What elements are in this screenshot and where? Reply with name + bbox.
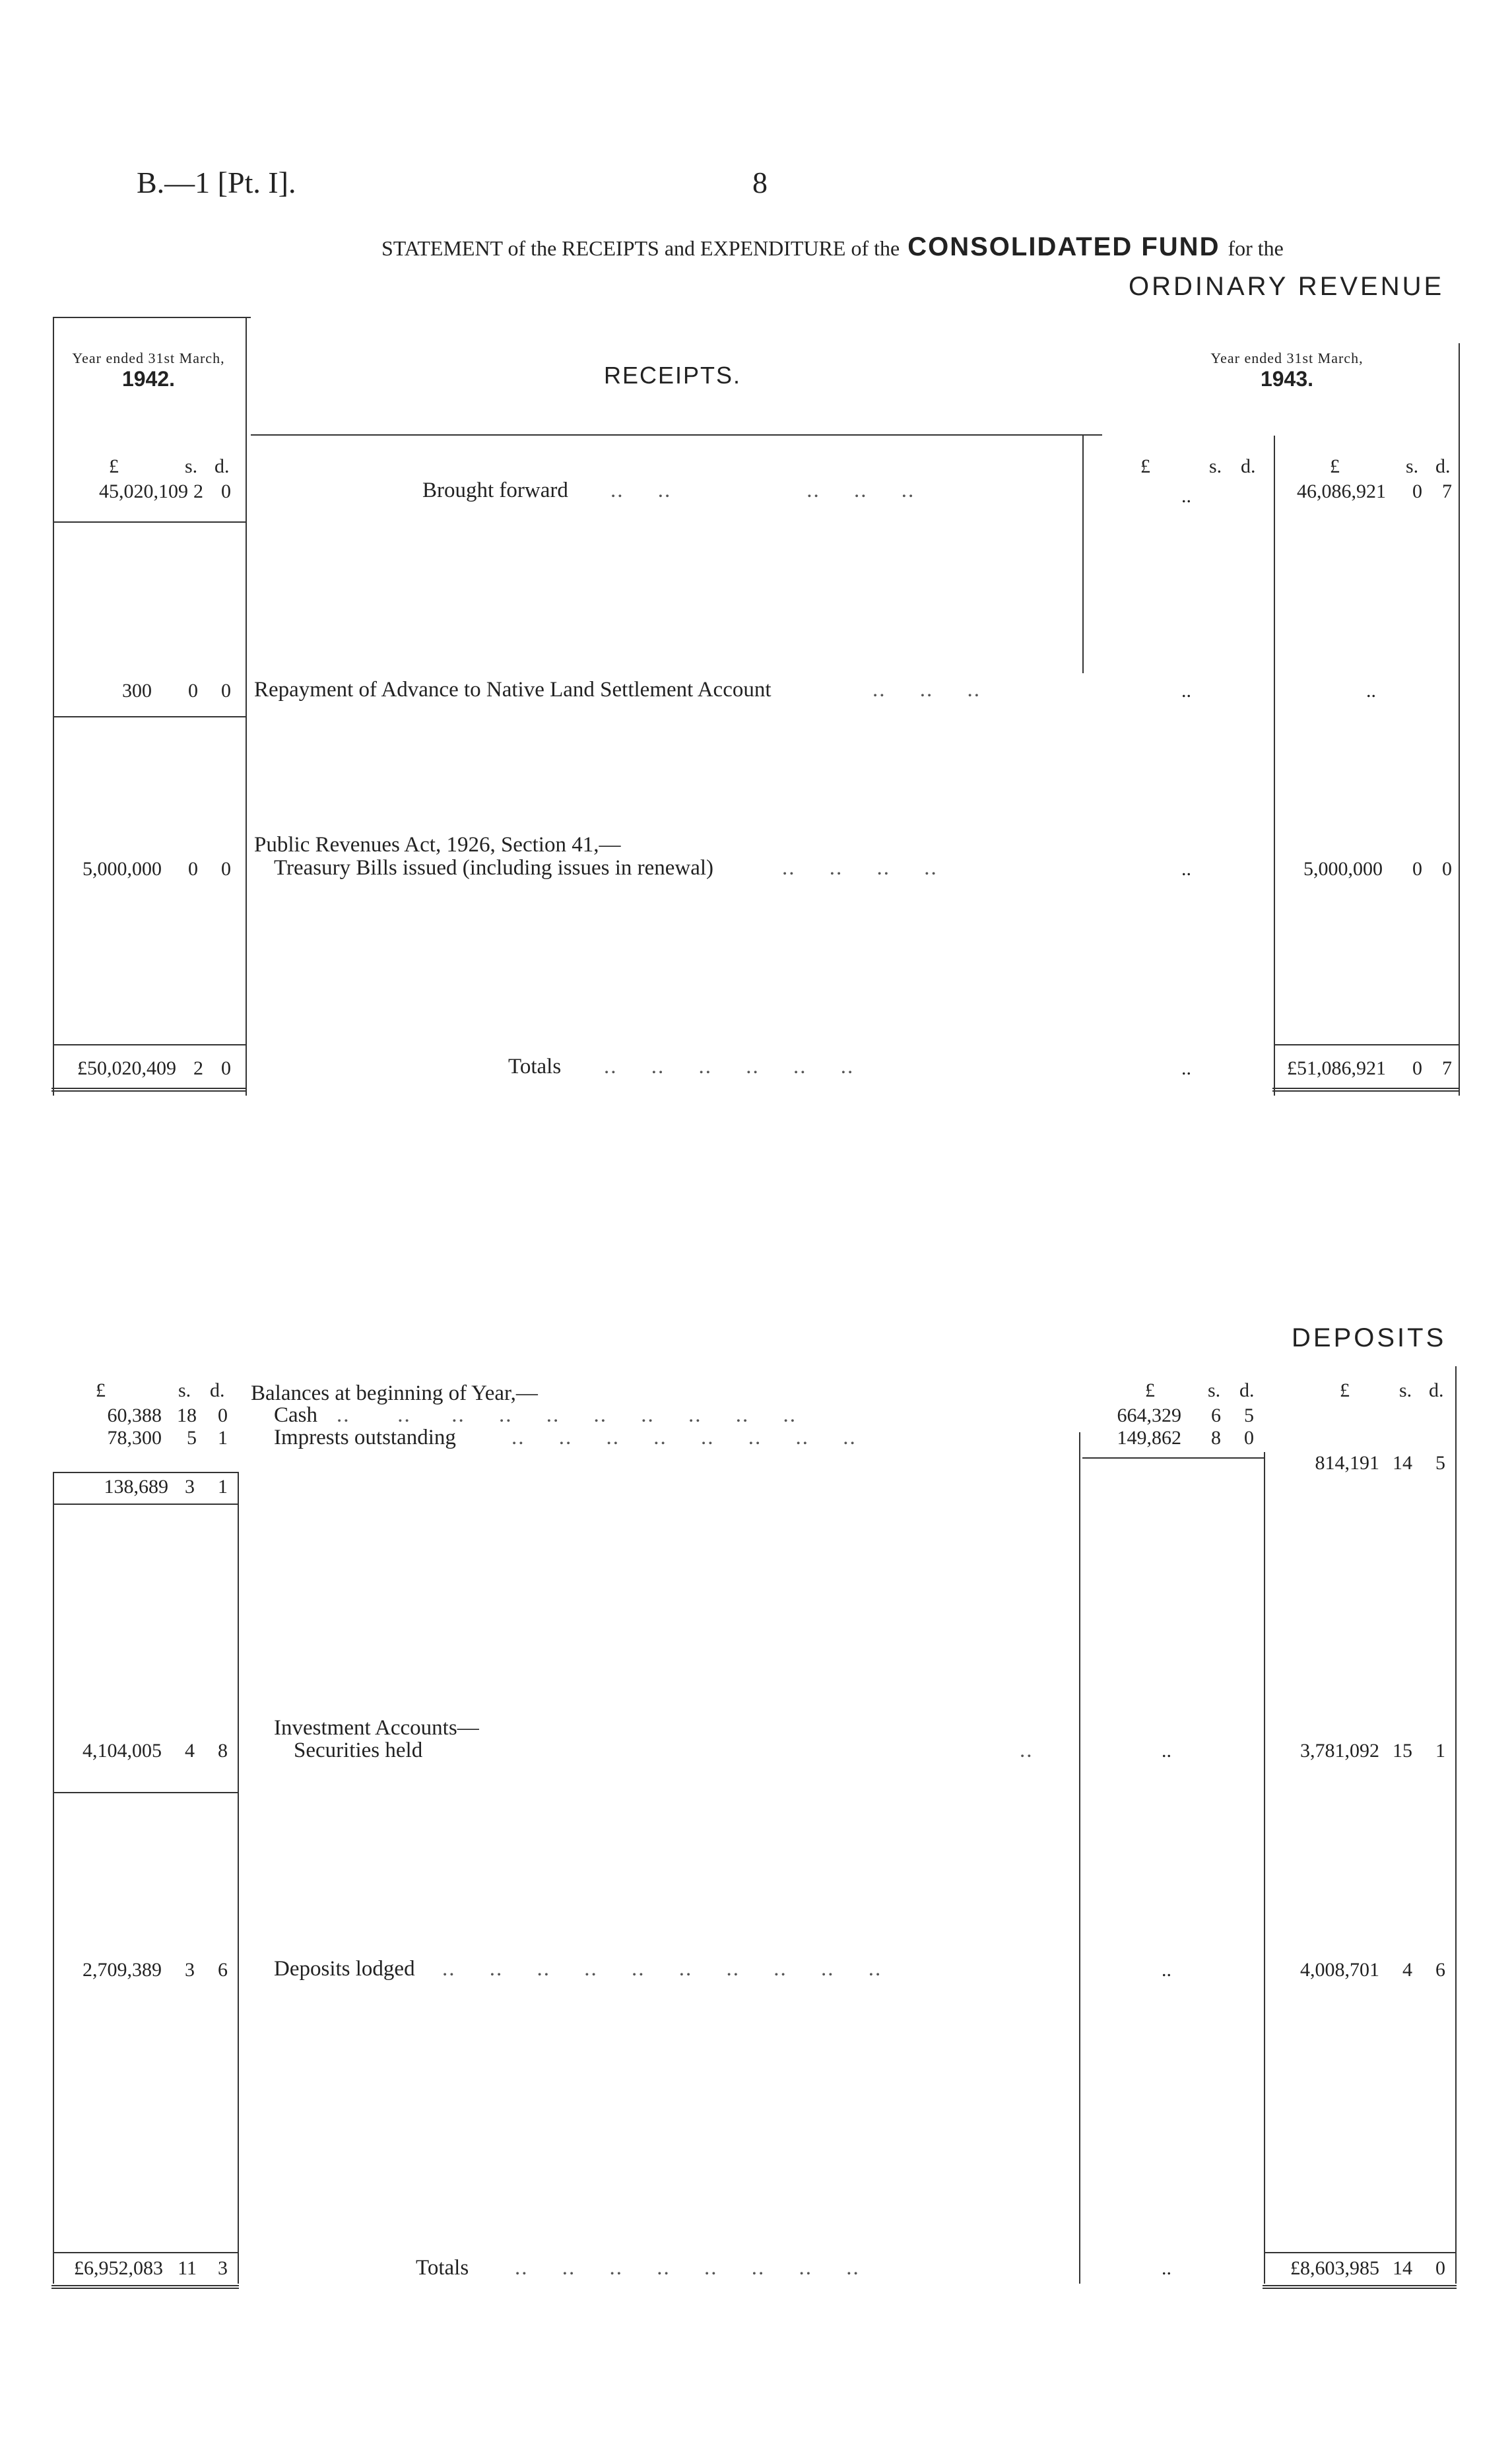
dep-double-rule-prev (51, 2285, 239, 2289)
prev-shillings: 18 (177, 1405, 197, 1426)
prev-shillings: 4 (185, 1740, 195, 1762)
leader-dots: .. (1020, 1738, 1034, 1762)
prev-shillings: 0 (188, 680, 198, 702)
statement-title-text: STATEMENT of the RECEIPTS and EXPENDITURE of the (381, 236, 900, 260)
fund-name: CONSOLIDATED FUND (907, 232, 1220, 261)
prev-shillings: 11 (178, 2257, 197, 2279)
row-label: Totals (508, 1055, 562, 1078)
deposits-title: DEPOSITS (1292, 1323, 1447, 1352)
curr-shillings: 14 (1393, 2257, 1412, 2279)
balances-heading: Balances at beginning of Year,— (251, 1381, 538, 1405)
rule-above-balances-total (53, 1472, 238, 1473)
row-label-line1: Investment Accounts— (274, 1716, 479, 1740)
receipts-header-rule (251, 434, 1102, 436)
prev-pounds: 4,104,005 (82, 1740, 162, 1762)
mid-pence: 0 (1244, 1427, 1254, 1449)
prev-shillings: 2 (193, 1057, 203, 1079)
rule-under-brought (53, 521, 246, 523)
mid-d-label: d. (1241, 455, 1256, 477)
curr-pence: 5 (1435, 1452, 1445, 1474)
mid-pence: 5 (1244, 1405, 1254, 1426)
dep-mid-d-label: d. (1239, 1379, 1255, 1401)
mid-value: .. (1162, 1740, 1171, 1762)
prev-pounds: £50,020,409 (77, 1057, 176, 1079)
leader-dots: .. .. .. .. .. .. .. .. (511, 1426, 857, 1449)
prev-pounds: 138,689 (104, 1476, 168, 1498)
double-rule-prev (51, 1088, 247, 1092)
prev-pence: 8 (218, 1740, 228, 1762)
prev-year-label: Year ended 31st March, (72, 350, 225, 366)
curr-pounds: £51,086,921 (1287, 1057, 1386, 1079)
curr-pence: 1 (1435, 1740, 1445, 1762)
row-label: Cash (274, 1403, 317, 1427)
document-reference: B.—1 [Pt. I]. (137, 166, 296, 199)
row-label: Totals (416, 2256, 469, 2280)
curr-pence: 7 (1442, 480, 1452, 502)
row-label-line2: Securities held (294, 1738, 423, 1762)
mid-pounds: 149,862 (1117, 1427, 1181, 1449)
mid-value: .. (1181, 485, 1191, 507)
mid-value: .. (1181, 680, 1191, 702)
prev-pounds: 5,000,000 (82, 858, 162, 880)
prev-pence: 0 (221, 1057, 231, 1079)
prev-pounds: 2,709,389 (82, 1959, 162, 1981)
curr-shillings: 0 (1412, 1057, 1422, 1079)
prev-shillings: 3 (185, 1959, 195, 1981)
mid-value: .. (1162, 2257, 1171, 2279)
prev-year-header (53, 350, 244, 391)
prev-pence: 0 (218, 1405, 228, 1426)
mid-pound-label: £ (1140, 455, 1150, 477)
rule-left (53, 317, 54, 1096)
dep-rule-above-totals-curr (1264, 2252, 1455, 2253)
curr-pence: 0 (1435, 2257, 1445, 2279)
curr-shillings: 4 (1402, 1959, 1412, 1981)
prev-s-label: s. (185, 455, 198, 477)
rule-under-investment (53, 1792, 238, 1793)
dep-rule-prev (238, 1472, 239, 2284)
curr-s-label: s. (1406, 455, 1419, 477)
page-number: 8 (752, 166, 768, 199)
dep-prev-s-label: s. (178, 1379, 191, 1401)
leader-dots: .. .. .. .. (782, 856, 938, 880)
dep-mid-s-label: s. (1208, 1379, 1221, 1401)
mid-value: .. (1181, 858, 1191, 880)
curr-pound-label: £ (1330, 455, 1340, 477)
mid-s-label: s. (1209, 455, 1222, 477)
row-label-line1: Public Revenues Act, 1926, Section 41,— (254, 833, 621, 857)
section-title: ORDINARY REVENUE (1129, 272, 1445, 301)
row-label: Brought forward (422, 479, 568, 502)
curr-value: .. (1366, 680, 1376, 702)
curr-shillings: 15 (1393, 1740, 1412, 1762)
curr-shillings: 0 (1412, 858, 1422, 880)
prev-pound-label: £ (109, 455, 119, 477)
rule-right (1459, 343, 1460, 1096)
mid-shillings: 6 (1211, 1405, 1221, 1426)
dep-rule-left (53, 1472, 54, 2284)
dep-mid-pound-label: £ (1145, 1379, 1155, 1401)
rule-mid-subtotal (1082, 1457, 1264, 1459)
curr-pounds: 5,000,000 (1303, 858, 1383, 880)
leader-dots: .. .. .. .. .. .. .. .. .. .. (442, 1957, 882, 1981)
prev-pounds: 60,388 (107, 1405, 162, 1426)
curr-pounds: 3,781,092 (1300, 1740, 1379, 1762)
dep-curr-s-label: s. (1399, 1379, 1412, 1401)
row-label: Deposits lodged (274, 1957, 415, 1981)
leader-dots: .. .. .. (872, 678, 981, 702)
prev-pence: 6 (218, 1959, 228, 1981)
dep-curr-pound-label: £ (1340, 1379, 1350, 1401)
prev-pence: 0 (221, 858, 231, 880)
rule-mid (1082, 436, 1084, 673)
prev-shillings: 5 (187, 1427, 197, 1449)
prev-pounds: 78,300 (107, 1427, 162, 1449)
header-top-rule (53, 317, 251, 318)
leader-dots: .. .. .. .. .. (610, 479, 915, 502)
curr-shillings: 14 (1393, 1452, 1412, 1474)
mid-value: .. (1162, 1959, 1171, 1981)
curr-pounds: 814,191 (1315, 1452, 1379, 1474)
double-rule-curr (1272, 1088, 1460, 1092)
prev-pounds: 45,020,109 (99, 480, 188, 502)
statement-for-the: for the (1228, 236, 1284, 260)
rule-under-balances-total (53, 1504, 238, 1505)
rule-prev (246, 317, 247, 1096)
dep-curr-d-label: d. (1429, 1379, 1444, 1401)
dep-rule-right (1455, 1366, 1457, 2284)
leader-dots: .. .. .. .. .. .. .. .. (515, 2256, 860, 2280)
curr-pence: 7 (1442, 1057, 1452, 1079)
dep-rule-curr (1264, 1452, 1265, 2284)
leader-dots: .. .. .. .. .. .. .. .. .. .. (337, 1403, 797, 1427)
prev-pence: 1 (218, 1476, 228, 1498)
mid-value: .. (1181, 1057, 1191, 1079)
prev-year: 1942. (121, 367, 176, 391)
row-label-line2: Treasury Bills issued (including issues in renewal) (274, 856, 714, 880)
rule-curr (1274, 436, 1275, 1096)
row-label: Repayment of Advance to Native Land Settlement Account (254, 678, 772, 702)
dep-rule-mid (1079, 1432, 1080, 2284)
prev-shillings: 0 (188, 858, 198, 880)
row-label: Imprests outstanding (274, 1426, 456, 1449)
curr-pounds: 4,008,701 (1300, 1959, 1379, 1981)
prev-pence: 3 (218, 2257, 228, 2279)
leader-dots: .. .. .. .. .. .. (604, 1055, 855, 1078)
curr-pence: 0 (1442, 858, 1452, 880)
dep-prev-pound-label: £ (96, 1379, 106, 1401)
prev-shillings: 3 (185, 1476, 195, 1498)
rule-under-repayment (53, 716, 246, 717)
dep-prev-d-label: d. (210, 1379, 225, 1401)
curr-year: 1943. (1260, 367, 1314, 391)
dep-rule-above-totals-prev (53, 2252, 238, 2253)
curr-pounds: £8,603,985 (1290, 2257, 1379, 2279)
dep-double-rule-curr (1263, 2285, 1457, 2289)
prev-d-label: d. (214, 455, 230, 477)
prev-pence: 0 (221, 680, 231, 702)
curr-pence: 6 (1435, 1959, 1445, 1981)
curr-pounds: 46,086,921 (1297, 480, 1386, 502)
statement-title (381, 232, 1284, 262)
rule-above-totals-curr (1274, 1044, 1459, 1045)
prev-pounds: 300 (122, 680, 152, 702)
prev-shillings: 2 (193, 480, 203, 502)
mid-shillings: 8 (1211, 1427, 1221, 1449)
receipts-heading: RECEIPTS. (604, 362, 742, 389)
curr-d-label: d. (1435, 455, 1451, 477)
curr-year-header (1122, 350, 1452, 391)
prev-pounds: £6,952,083 (74, 2257, 163, 2279)
prev-pence: 1 (218, 1427, 228, 1449)
curr-year-label: Year ended 31st March, (1210, 350, 1364, 366)
rule-above-totals-prev (53, 1044, 246, 1045)
curr-shillings: 0 (1412, 480, 1422, 502)
mid-pounds: 664,329 (1117, 1405, 1181, 1426)
prev-pence: 0 (221, 480, 231, 502)
